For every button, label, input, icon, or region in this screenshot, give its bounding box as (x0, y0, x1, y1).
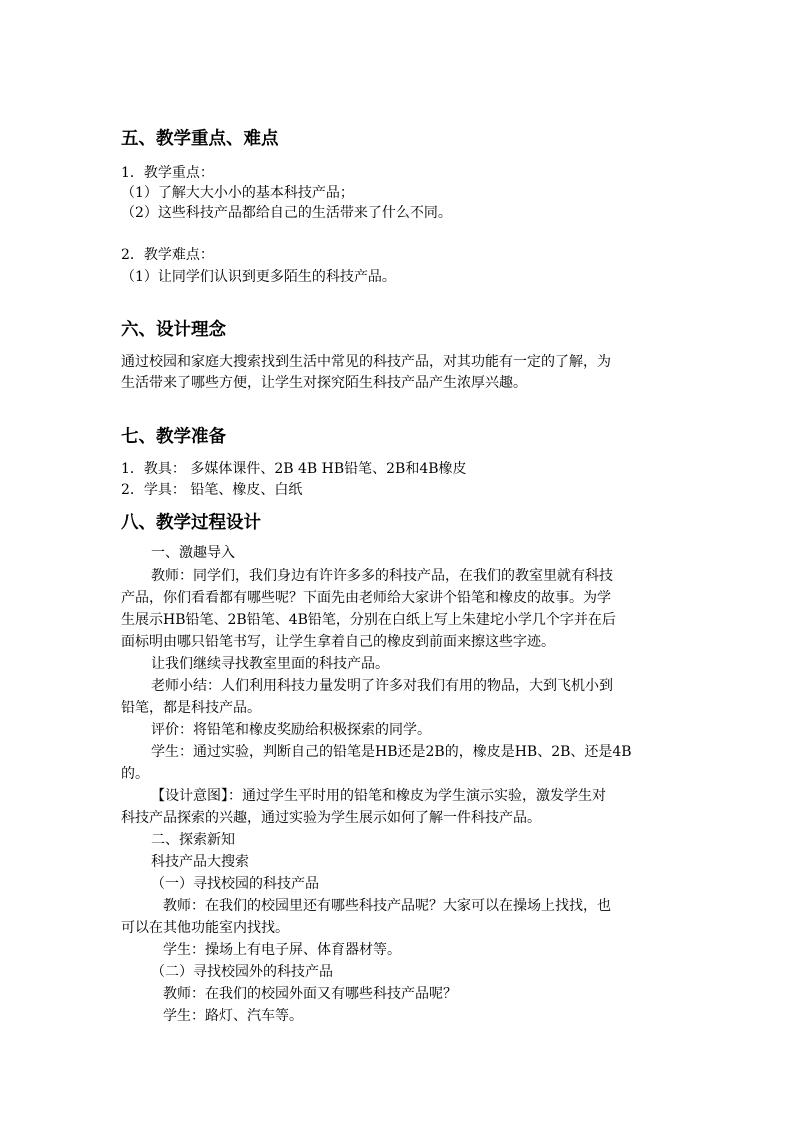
section-6-heading: 六、设计理念 (121, 320, 226, 340)
body-line: 可以在其他功能室内找找。 (121, 920, 289, 936)
body-line: 科技产品大搜索 (151, 854, 249, 870)
body-line: 老师小结：人们利用科技力量发明了许多对我们有用的物品，大到飞机小到 (151, 678, 613, 694)
body-line: 学生：通过实验，判断自己的铅笔是HB还是2B的，橡皮是HB、2B、还是4B (151, 744, 632, 760)
body-line: 学生：路灯、汽车等。 (163, 1008, 303, 1024)
subsection-intro: 一、激趣导入 (151, 545, 235, 561)
learning-aids: 2．学具： 铅笔、橡皮、白纸 (121, 482, 303, 498)
design-concept-line-1: 通过校园和家庭大搜索找到生活中常见的科技产品，对其功能有一定的了解，为 (121, 354, 611, 370)
body-line: 教师：同学们，我们身边有许许多多的科技产品，在我们的教室里就有科技 (151, 568, 613, 584)
difficult-points-label: 2．教学难点： (121, 247, 214, 263)
design-intent-line-2: 科技产品探索的兴趣，通过实验为学生展示如何了解一件科技产品。 (121, 810, 541, 826)
key-point-1: （1）了解大大小小的基本科技产品； (121, 185, 354, 201)
teaching-aids: 1．教具： 多媒体课件、2B 4B HB铅笔、2B和4B橡皮 (121, 461, 467, 477)
design-concept-line-2: 生活带来了哪些方便，让学生对探究陌生科技产品产生浓厚兴趣。 (121, 375, 527, 391)
subsection-campus: （一）寻找校园的科技产品 (151, 876, 319, 892)
body-line: 教师：在我们的校园外面又有哪些科技产品呢？ (163, 986, 457, 1002)
section-5-heading: 五、教学重点、难点 (121, 129, 279, 149)
body-line: 学生：操场上有电子屏、体育器材等。 (163, 942, 401, 958)
body-line: 面标明由哪只铅笔书写，让学生拿着自己的橡皮到前面来擦这些字迹。 (121, 634, 555, 650)
key-point-2: （2）这些科技产品都给自己的生活带来了什么不同。 (121, 205, 452, 221)
difficult-point-1: （1）让同学们认识到更多陌生的科技产品。 (121, 269, 396, 285)
body-line: 教师：在我们的校园里还有哪些科技产品呢？大家可以在操场上找找，也 (163, 898, 611, 914)
body-line: 铅笔，都是科技产品。 (121, 700, 261, 716)
body-line: 产品，你们看看都有哪些呢？下面先由老师给大家讲个铅笔和橡皮的故事。为学 (121, 590, 611, 606)
body-line: 评价：将铅笔和橡皮奖励给积极探索的同学。 (151, 722, 431, 738)
section-8-heading: 八、教学过程设计 (121, 513, 261, 533)
key-points-label: 1．教学重点： (121, 165, 214, 181)
body-line: 让我们继续寻找教室里面的科技产品。 (151, 656, 389, 672)
design-intent-line-1: 【设计意图】：通过学生平时用的铅笔和橡皮为学生演示实验，激发学生对 (151, 788, 606, 804)
body-line: 的。 (121, 766, 149, 782)
subsection-outside: （二）寻找校园外的科技产品 (151, 964, 333, 980)
section-7-heading: 七、教学准备 (121, 427, 226, 447)
body-line: 生展示HB铅笔、2B铅笔、4B铅笔，分别在白纸上写上朱建坨小学几个字并在后 (121, 612, 616, 628)
subsection-explore: 二、探索新知 (151, 832, 235, 848)
